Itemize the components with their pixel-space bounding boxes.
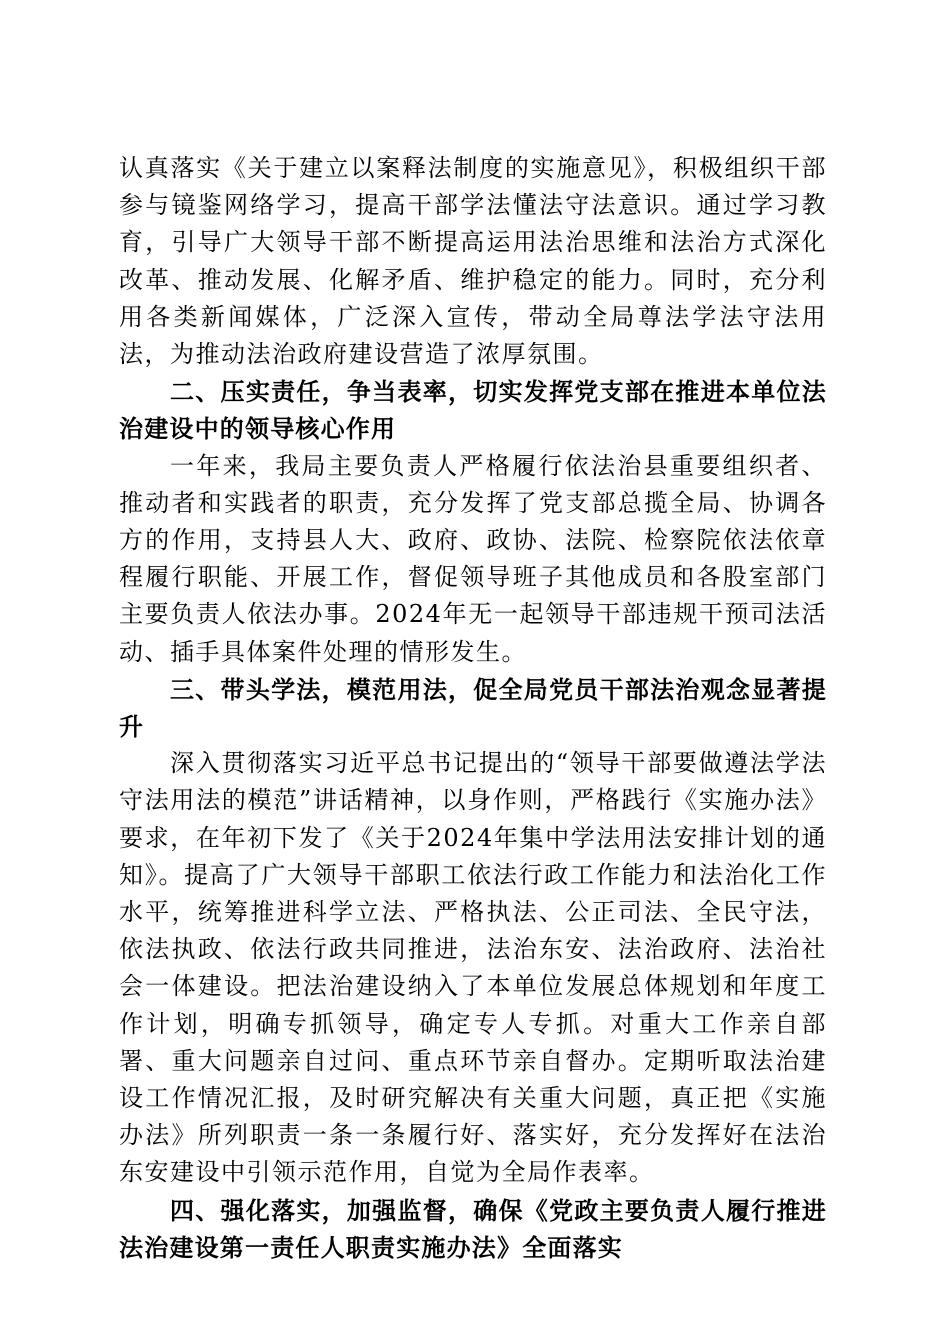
section-heading-3: 三、带头学法，模范用法，促全局党员干部法治观念显著提升 [119,674,827,742]
paragraph-section-3: 深入贯彻落实习近平总书记提出的“领导干部要做遵法学法守法用法的模范”讲话精神，以身作则，严格践行《实施办法》要求，在年初下发了《关于2024年集中学法用法安排计划的通知》。提高了广大领导干部职工依法行政工作能力和法治化工作水平，统筹推进科学立法、严格执法、公正司法、全民守法，依法执政、依法行政共同推进，法治东安、法治政府、法治社会一体建设。把法治建设纳入了本单位发展总体规划和年度工作计划，明确专抓领导，确定专人专抓。对重大工作亲自部署、重大问题亲自过问、重点环节亲自督办。定期听取法治建设工作情况汇报，及时研究解决有关重大问题，真正把《实施办法》所列职责一条一条履行好、落实好，充分发挥好在法治东安建设中引领示范作用，自觉为全局作表率。 [119,749,827,1187]
paragraph-section-2: 一年来，我局主要负责人严格履行依法治县重要组织者、推动者和实践者的职责，充分发挥了党支部总揽全局、协调各方的作用，支持县人大、政府、政协、法院、检察院依法依章程履行职能、开展工作，督促领导班子其他成员和各股室部门主要负责人依法办事。2024年无一起领导干部违规干预司法活动、插手具体案件处理的情形发生。 [119,451,827,666]
paragraph-continued: 认真落实《关于建立以案释法制度的实施意见》，积极组织干部参与镜鉴网络学习，提高干部学法懂法守法意识。通过学习教育，引导广大领导干部不断提高运用法治思维和法治方式深化改革、推动发展、化解矛盾、维护稳定的能力。同时，充分利用各类新闻媒体，广泛深入宣传，带动全局尊法学法守法用法，为推动法治政府建设营造了浓厚氛围。 [119,154,827,369]
document-page [119,150,827,1266]
section-heading-4: 四、强化落实，加强监督，确保《党政主要负责人履行推进法治建设第一责任人职责实施办法》全面落实 [119,1195,827,1262]
section-heading-2: 二、压实责任，争当表率，切实发挥党支部在推进本单位法治建设中的领导核心作用 [119,377,827,444]
